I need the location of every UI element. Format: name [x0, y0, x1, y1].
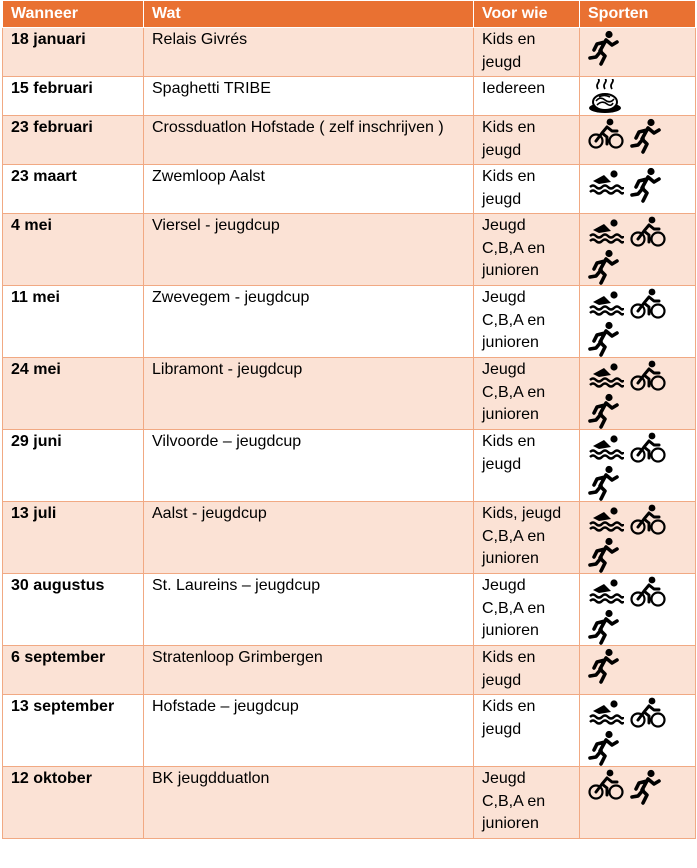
sports-cell — [580, 574, 696, 646]
audience-cell — [474, 28, 580, 77]
event-cell: Relais Givrés — [144, 28, 474, 77]
table-row — [3, 286, 696, 358]
event-cell: Vilvoorde – jeugdcup — [144, 430, 474, 502]
audience-line: jeugd — [482, 455, 522, 473]
sports-cell — [580, 286, 696, 358]
run-icon — [630, 769, 662, 805]
table-row — [3, 646, 696, 695]
date-cell: 4 mei — [3, 214, 144, 286]
bike-icon — [630, 504, 666, 536]
event-cell: Spaghetti TRIBE — [144, 77, 474, 116]
run-icon — [588, 648, 620, 684]
audience-line: Kids en — [482, 119, 536, 136]
audience-line: Kids en — [482, 31, 536, 48]
audience-line: junioren — [482, 815, 539, 832]
date-cell: 30 augustus — [3, 574, 144, 646]
bike-icon — [630, 216, 666, 248]
date-cell: 24 mei — [3, 358, 144, 430]
header-voor-wie: Voor wie — [474, 1, 580, 28]
sports-cell — [580, 502, 696, 574]
bike-icon — [630, 432, 666, 464]
audience-line: Jeugd — [482, 217, 526, 234]
audience-line: C,B,A en — [482, 792, 546, 810]
table-row — [3, 116, 696, 165]
bike-icon — [630, 576, 666, 608]
sports-cell — [580, 116, 696, 165]
date-cell: 18 januari — [3, 28, 144, 77]
table-row — [3, 502, 696, 574]
header-wat: Wat — [144, 1, 474, 28]
audience-line: Jeugd — [482, 361, 526, 378]
event-cell: Crossduatlon Hofstade ( zelf inschrijven ) — [144, 116, 474, 165]
audience-cell — [474, 430, 580, 502]
table-row — [3, 430, 696, 502]
run-icon — [588, 537, 620, 573]
run-icon — [588, 393, 620, 429]
schedule-table — [2, 0, 696, 839]
event-cell: Hofstade – jeugdcup — [144, 695, 474, 767]
event-cell: Viersel - jeugdcup — [144, 214, 474, 286]
event-cell: BK jeugdduatlon — [144, 767, 474, 839]
event-cell: St. Laureins – jeugdcup — [144, 574, 474, 646]
swim-icon — [588, 697, 624, 725]
bike-icon — [630, 360, 666, 392]
header-sporten: Sporten — [580, 1, 696, 28]
sports-cell — [580, 77, 696, 116]
audience-cell — [474, 286, 580, 358]
run-icon — [630, 118, 662, 154]
audience-line: jeugd — [482, 671, 522, 689]
audience-cell — [474, 502, 580, 574]
swim-icon — [588, 432, 624, 460]
sports-cell — [580, 28, 696, 77]
audience-line: C,B,A en — [482, 383, 546, 401]
audience-line: Kids en — [482, 649, 536, 666]
audience-cell — [474, 77, 580, 116]
date-cell: 29 juni — [3, 430, 144, 502]
spaghetti-icon — [588, 79, 622, 115]
swim-icon — [588, 360, 624, 388]
audience-cell — [474, 646, 580, 695]
audience-line: jeugd — [482, 190, 522, 208]
table-row — [3, 767, 696, 839]
table-row — [3, 77, 696, 116]
run-icon — [588, 730, 620, 766]
audience-line: jeugd — [482, 53, 522, 71]
table-row — [3, 165, 696, 214]
audience-cell — [474, 214, 580, 286]
audience-line: Kids en — [482, 698, 536, 715]
run-icon — [588, 321, 620, 357]
bike-icon — [588, 769, 624, 801]
sports-cell — [580, 695, 696, 767]
audience-line: jeugd — [482, 141, 522, 159]
event-cell: Aalst - jeugdcup — [144, 502, 474, 574]
event-cell: Zwevegem - jeugdcup — [144, 286, 474, 358]
audience-line: junioren — [482, 622, 539, 639]
audience-cell — [474, 767, 580, 839]
bike-icon — [588, 118, 624, 150]
date-cell: 11 mei — [3, 286, 144, 358]
audience-line: Jeugd — [482, 577, 526, 594]
date-cell: 13 juli — [3, 502, 144, 574]
audience-line: junioren — [482, 406, 539, 423]
audience-line: junioren — [482, 262, 539, 279]
header-wanneer: Wanneer — [3, 1, 144, 28]
event-cell: Stratenloop Grimbergen — [144, 646, 474, 695]
run-icon — [588, 465, 620, 501]
sports-cell — [580, 646, 696, 695]
table-row — [3, 214, 696, 286]
event-cell: Libramont - jeugdcup — [144, 358, 474, 430]
audience-line: Jeugd — [482, 770, 526, 787]
date-cell: 6 september — [3, 646, 144, 695]
run-icon — [588, 249, 620, 285]
audience-line: Iedereen — [482, 80, 546, 97]
header-row — [3, 1, 696, 28]
audience-line: junioren — [482, 334, 539, 351]
table-row — [3, 574, 696, 646]
run-icon — [588, 609, 620, 645]
sports-cell — [580, 767, 696, 839]
date-cell: 13 september — [3, 695, 144, 767]
table-row — [3, 358, 696, 430]
audience-cell — [474, 358, 580, 430]
bike-icon — [630, 697, 666, 729]
audience-line: Kids en — [482, 168, 536, 185]
swim-icon — [588, 167, 624, 195]
sports-cell — [580, 165, 696, 214]
audience-line: C,B,A en — [482, 239, 546, 257]
date-cell: 12 oktober — [3, 767, 144, 839]
date-cell: 23 maart — [3, 165, 144, 214]
swim-icon — [588, 576, 624, 604]
bike-icon — [630, 288, 666, 320]
swim-icon — [588, 216, 624, 244]
audience-cell — [474, 165, 580, 214]
audience-line: C,B,A en — [482, 311, 546, 329]
date-cell: 23 februari — [3, 116, 144, 165]
audience-cell — [474, 574, 580, 646]
audience-cell — [474, 695, 580, 767]
audience-line: junioren — [482, 550, 539, 567]
audience-line: Jeugd — [482, 289, 526, 306]
sports-cell — [580, 430, 696, 502]
audience-cell — [474, 116, 580, 165]
sports-cell — [580, 358, 696, 430]
table-row — [3, 28, 696, 77]
run-icon — [630, 167, 662, 203]
audience-line: C,B,A en — [482, 527, 546, 545]
audience-line: jeugd — [482, 720, 522, 738]
audience-line: Kids en — [482, 433, 536, 450]
audience-line: Kids, jeugd — [482, 505, 562, 522]
event-cell: Zwemloop Aalst — [144, 165, 474, 214]
table-row — [3, 695, 696, 767]
swim-icon — [588, 288, 624, 316]
date-cell: 15 februari — [3, 77, 144, 116]
swim-icon — [588, 504, 624, 532]
run-icon — [588, 30, 620, 66]
audience-line: C,B,A en — [482, 599, 546, 617]
sports-cell — [580, 214, 696, 286]
